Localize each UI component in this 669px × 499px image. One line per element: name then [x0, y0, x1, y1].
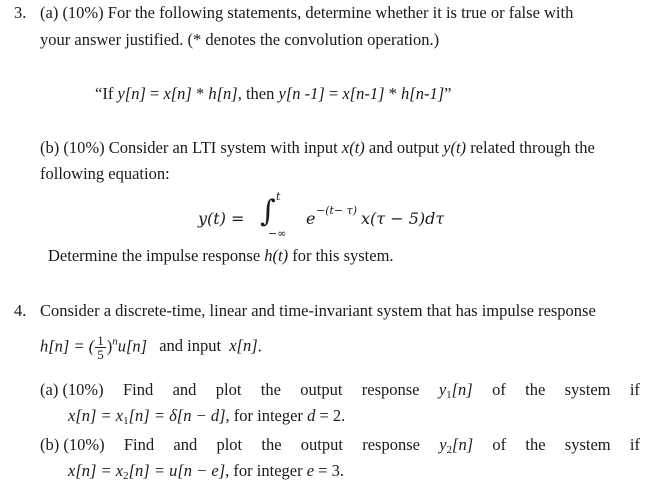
- frac-den: 5: [97, 347, 104, 362]
- q4b-var: e: [306, 461, 315, 480]
- h-def-exp: n: [112, 335, 118, 348]
- q4b-word: response: [362, 435, 420, 454]
- q4b-tail-word: the: [525, 435, 546, 454]
- h-def-close: ): [106, 336, 113, 356]
- q4b-x-rest: [n] = u[n − e]: [128, 461, 226, 480]
- q4b-x-sub: 2: [123, 470, 129, 482]
- integral-sign: ∫: [260, 194, 276, 229]
- q3a-statement: [95, 84, 451, 104]
- q3a-text-2: your answer justified. (* denotes the convolution operation.): [40, 30, 440, 49]
- stmt-star: *: [191, 84, 209, 103]
- q3b-label: (b) (10%): [40, 138, 105, 157]
- eq-upper-limit: t: [276, 190, 281, 203]
- stmt-h-n1: h[n-1]: [401, 84, 445, 103]
- quote-open: “If: [95, 84, 118, 103]
- q3a-line-1: [40, 3, 573, 23]
- q4b-tail-word: system: [564, 435, 611, 454]
- q4a-x-rest: [n] = δ[n − d]: [128, 406, 226, 425]
- h-def-and-input: and input: [159, 336, 222, 356]
- q3b-line-1: [40, 138, 595, 158]
- stmt-y-n1: y[n -1]: [278, 84, 325, 103]
- q4a-tail-word: the: [525, 380, 546, 399]
- q4a-var: d: [307, 406, 316, 425]
- q4b-word: Find: [123, 435, 155, 454]
- q3b-text-a: Consider an LTI system with input: [108, 138, 342, 157]
- q4b-y2: [439, 435, 473, 456]
- stmt-star2: *: [384, 84, 402, 103]
- stmt-x-n: x[n]: [163, 84, 192, 103]
- determine-text-b: for this system.: [288, 246, 394, 265]
- h-def-rhs: u[n]: [117, 336, 148, 356]
- q3b-text-c: related through the: [466, 138, 595, 157]
- h-def-x-n: x[n]: [229, 336, 258, 356]
- stmt-eq2: =: [324, 84, 343, 103]
- h-def-lhs: h[n] = (: [40, 336, 95, 356]
- q4a-line-2: [68, 406, 345, 427]
- q3b-determine: [48, 246, 394, 266]
- q4b-label: (b) (10%): [40, 435, 105, 454]
- determine-h-t: h(t): [264, 246, 289, 265]
- q3b-y-t: y(t): [443, 138, 467, 157]
- q4b-val: = 3.: [314, 461, 344, 480]
- determine-text-a: Determine the impulse response: [48, 246, 265, 265]
- q4a-line-1: [40, 380, 640, 401]
- q4b-for-integer: , for integer: [225, 461, 307, 480]
- h-def-fraction: [95, 334, 106, 361]
- q3-number: 3.: [14, 3, 27, 22]
- q4a-for-integer: , for integer: [225, 406, 308, 425]
- q4-text-1: Consider a discrete-time, linear and time-invariant system that has impulse response: [40, 301, 596, 320]
- frac-num: 1: [97, 333, 104, 348]
- q4-h-def: [40, 334, 262, 361]
- stmt-then: , then: [237, 84, 279, 103]
- q4a-tail-word: system: [564, 380, 611, 399]
- q3a-text-1: For the following statements, determine whether it is true or false with: [107, 3, 574, 22]
- q4b-y-sub: 2: [446, 444, 453, 456]
- q4a-y-sub: 1: [446, 389, 452, 401]
- q4b-word: and: [173, 435, 198, 454]
- q4b-line-1: [40, 435, 640, 456]
- q4a-word: response: [361, 380, 420, 399]
- q4a-word: and: [172, 380, 197, 399]
- q3b-text-b: and output: [364, 138, 444, 157]
- q4b-tail-word: if: [629, 435, 640, 454]
- eq-integrand: x(τ − 5)dτ: [361, 209, 445, 228]
- q3a-label: (a) (10%): [40, 3, 104, 22]
- q3b-x-t: x(t): [341, 138, 365, 157]
- q4-number: 4.: [14, 301, 27, 320]
- stmt-eq: =: [145, 84, 164, 103]
- eq-base: e: [306, 209, 316, 228]
- q4a-y-arg: [n]: [451, 380, 473, 399]
- q4a-tail-word: if: [629, 380, 640, 399]
- q4b-word: output: [300, 435, 343, 454]
- q4a-word: Find: [123, 380, 154, 399]
- q4b-word: plot: [216, 435, 243, 454]
- q3b-equation: [198, 192, 498, 244]
- q4a-x-sub: 1: [123, 415, 129, 427]
- q4a-val: = 2.: [315, 406, 346, 425]
- q4a-label: (a) (10%): [40, 380, 104, 399]
- eq-lhs: y(t) =: [198, 209, 245, 228]
- q4a-tail-word: of: [492, 380, 506, 399]
- q4b-x: x[n] = x: [68, 461, 124, 480]
- quote-close: ”: [444, 84, 452, 103]
- q4b-line-2: [68, 461, 344, 482]
- q4a-x: x[n] = x: [68, 406, 124, 425]
- h-def-period: .: [257, 336, 262, 356]
- q4a-y1: [439, 380, 473, 401]
- eq-lower-limit: −∞: [268, 227, 287, 240]
- stmt-y-n: y[n]: [117, 84, 146, 103]
- stmt-x-n1: x[n-1]: [342, 84, 385, 103]
- q4a-word: plot: [215, 380, 242, 399]
- q4a-y: y: [438, 380, 447, 399]
- q4b-y: y: [439, 435, 447, 454]
- q4b-word: the: [261, 435, 282, 454]
- eq-exponent: −(t− τ): [316, 204, 358, 217]
- q4b-y-arg: [n]: [452, 435, 474, 454]
- q4a-word: output: [300, 380, 343, 399]
- q4a-word: the: [260, 380, 281, 399]
- stmt-h-n: h[n]: [208, 84, 238, 103]
- q4b-tail-word: of: [492, 435, 507, 454]
- q3b-text-2: following equation:: [40, 164, 170, 183]
